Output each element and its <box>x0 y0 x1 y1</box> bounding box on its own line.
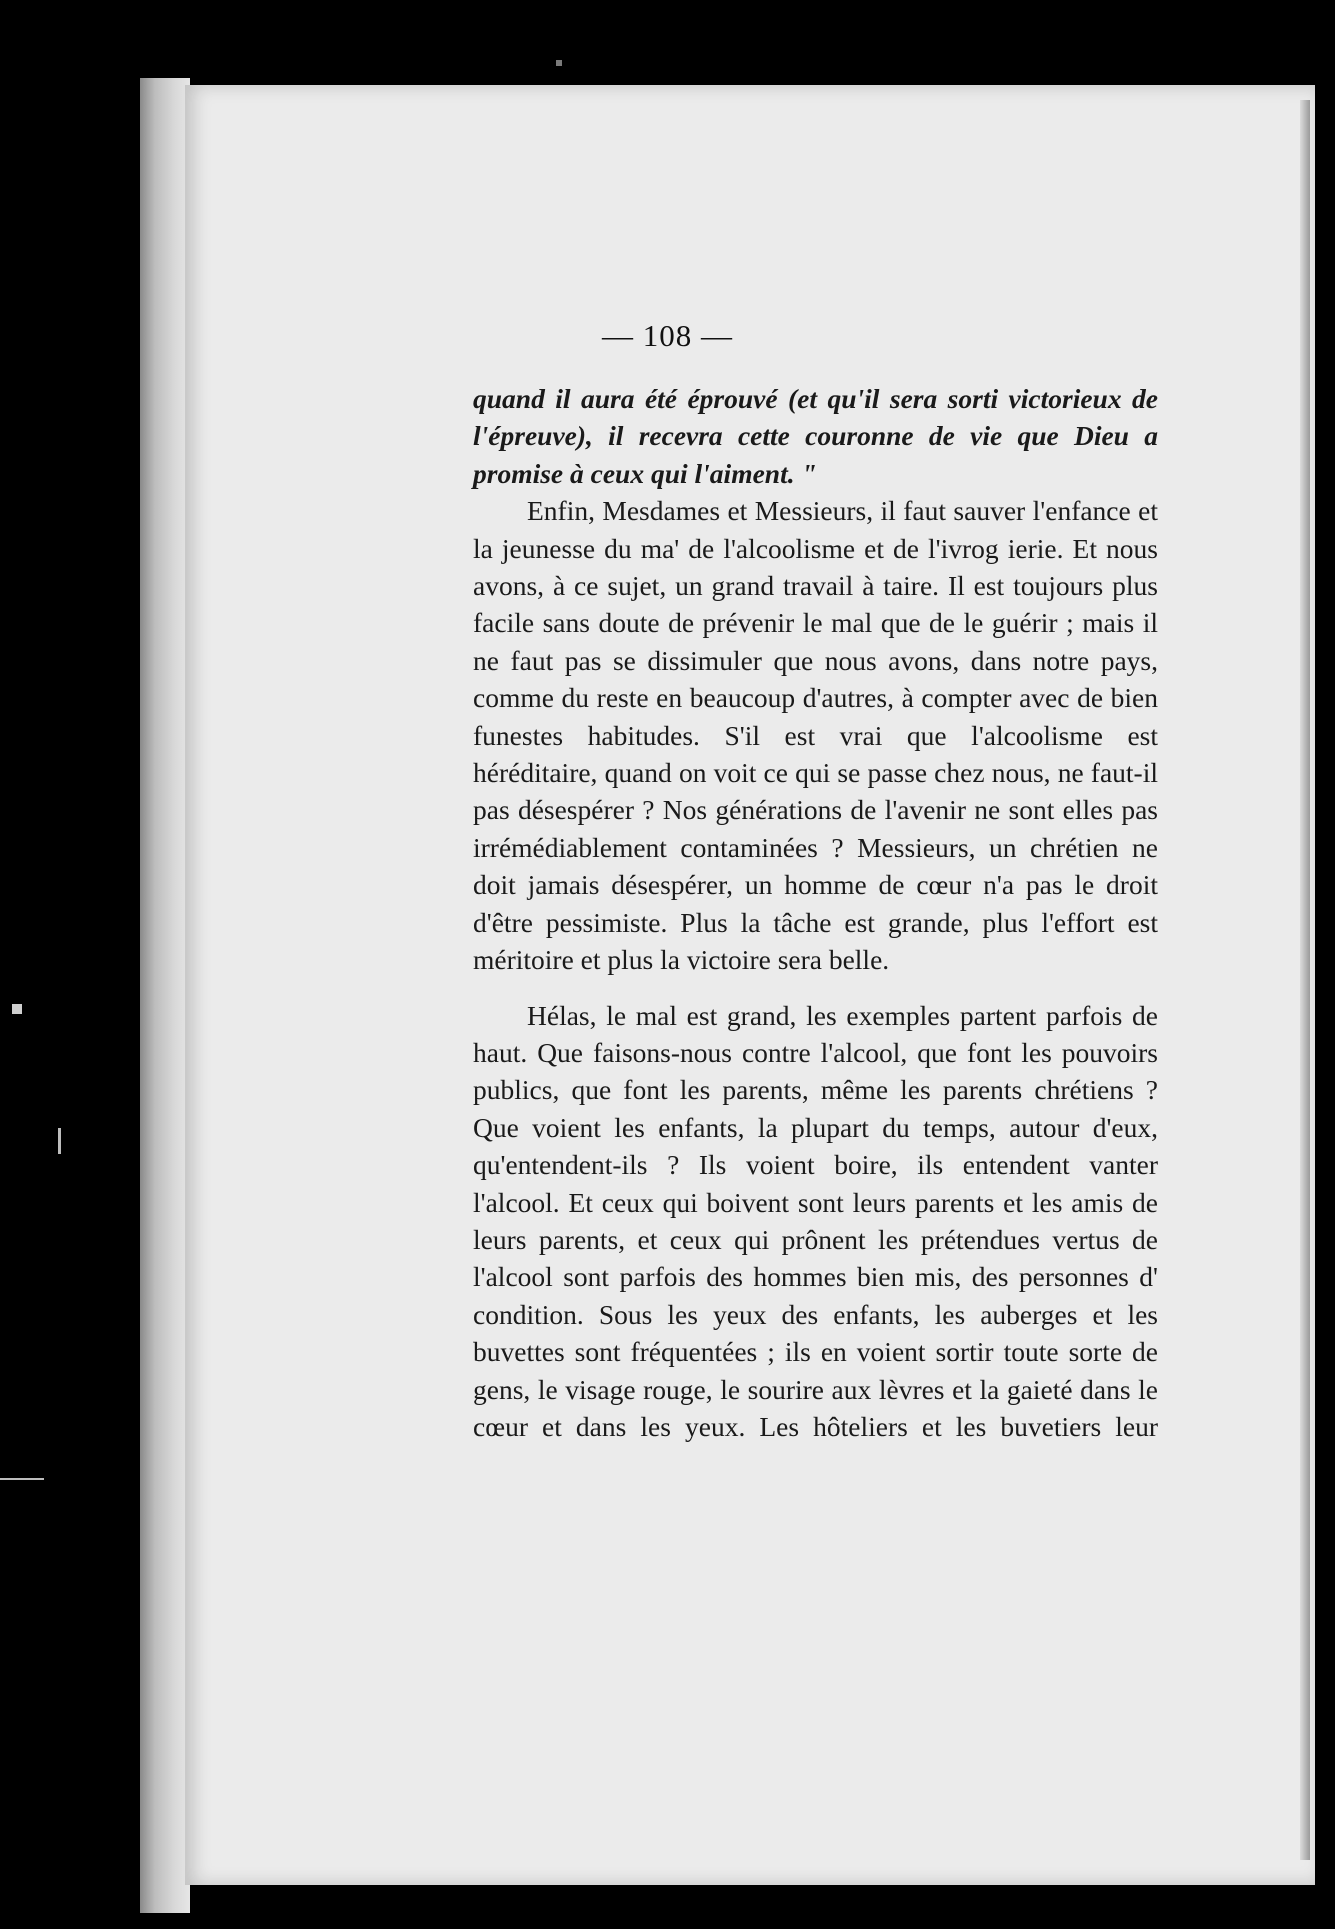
page-number: — 108 — <box>602 318 733 353</box>
page-edge <box>1300 100 1310 1860</box>
paragraph-enfance: Enfin, Mesdames et Messieurs, il faut sauver l'enfance et la jeunesse du ma' de l'alcoolisme et de l'ivrog ierie. Et nous avons, à ce sujet, un grand travail à taire. Il est toujours plus facile sans doute de prévenir le mal que de le guérir ; mais il ne faut pas se dissimuler que nous avons, dans notre pays, comme du reste en beaucoup d'autres, à compter avec de bien funestes habitudes. S'il est vrai que l'alcoolisme est héréditaire, quand on voit ce qui se passe chez nous, ne faut-il pas désespérer ? Nos générations de l'avenir ne sont elles pas irrémédiablement contaminées ? Messieurs, un chrétien ne doit jamais désespérer, un homme de cœur n'a pas le droit d'être pessimiste. Plus la tâche est grande, plus l'effort est méritoire et plus la victoire sera belle. <box>473 495 1158 976</box>
page-text <box>473 380 1158 1445</box>
paragraph-quote: quand il aura été éprouvé (et qu'il sera sorti victorieux de l'épreuve), il recevra cette couronne de vie que Dieu a promise à ceux qui l'aiment. " <box>473 383 1158 489</box>
paragraph-helas: Hélas, le mal est grand, les exemples partent parfois de haut. Que faisons-nous contre l'alcool, que font les pouvoirs publics, que font les parents, même les parents chrétiens ? Que voient les enfants, la plupart du temps, autour d'eux, qu'entendent-ils ? Ils voient boire, ils entendent vanter l'alcool. Et ceux qui boivent sont leurs parents et les amis de leurs parents, et ceux qui prônent les prétendues vertus de l'alcool sont parfois des hommes bien mis, des personnes d' condition. Sous les yeux des enfants, les auberges et les buvettes sont fréquentées ; ils en voient sortir toute sorte de gens, le visage rouge, le sourire aux lèvres et la gaieté dans le cœur et dans les yeux. Les hôteliers et les buvetiers leur <box>473 999 1158 1442</box>
